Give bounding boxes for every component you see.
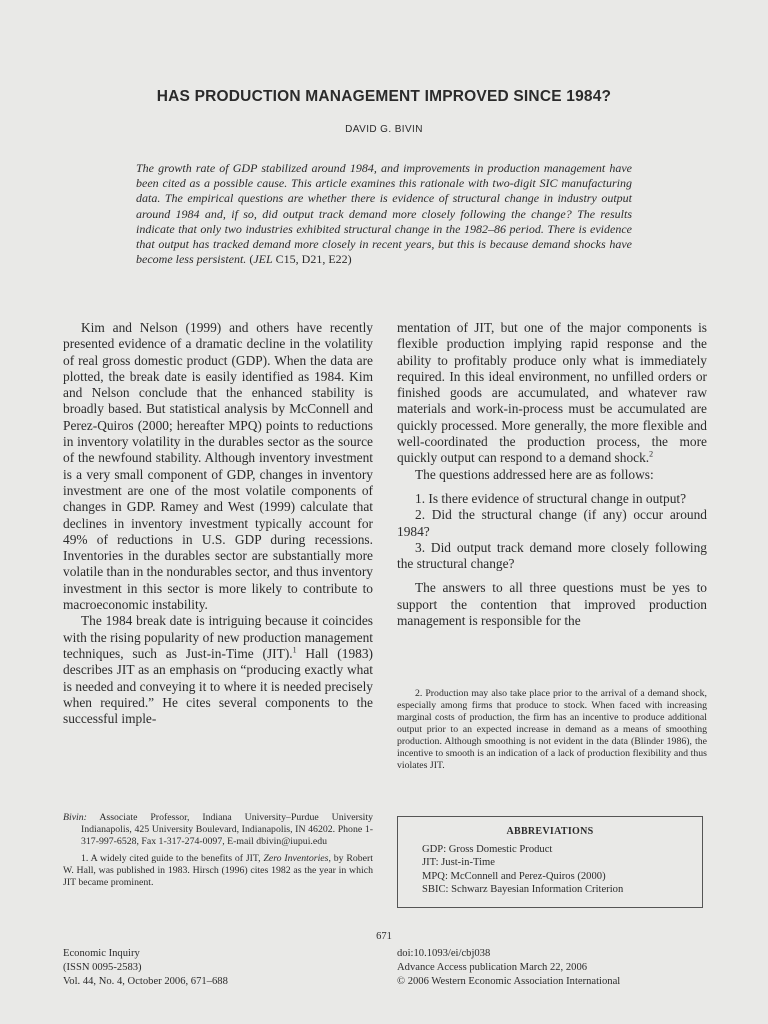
question-item: 1. Is there evidence of structural change in output? [415, 490, 687, 506]
article-title: HAS PRODUCTION MANAGEMENT IMPROVED SINCE 1984? [156, 88, 612, 105]
question-item: 3. Did output track demand more closely following the structural change? [397, 539, 707, 572]
copyright: © 2006 Western Economic Association International [397, 976, 621, 987]
abbreviations-heading: ABBREVIATIONS [506, 826, 594, 837]
abstract-text: The growth rate of GDP stabilized around 1984, and improvements in production management have been cited as a possible cause. This article examines this rationale with two-digit SIC manufacturing data. The empirical questions are whether there is evidence of structural change in industry output around 1984 and, if so, did output track demand more closely following the change? The results indicate that only two industries exhibited structural change in the 1982–86 period. There is evidence that output has tracked demand more closely in recent years, but this is because demand shocks have become less persistent. [136, 161, 632, 267]
journal-info [63, 947, 363, 989]
author-affiliation-text: Associate Professor, Indiana University–Purdue University Indianapolis, 425 University Boulevard, Indianapolis, IN 46202. Phone 1-317-997-6528, Fax 1-317-274-0097, E-mail dbivin@iupui.edu [81, 812, 373, 847]
jel-codes [249, 252, 351, 266]
paragraph [63, 613, 373, 727]
doi: doi:10.1093/ei/cbj038 [397, 948, 491, 959]
paragraph: Kim and Nelson (1999) and others have recently presented evidence of a dramatic decline in the volatility of real gross domestic product (GDP). When the data are plotted, the break date is easily identified as 1984. Kim and Nelson conclude that the enhanced stability is broadly based. But statistical analysis by McConnell and Perez-Quiros (2000; hereafter MPQ) points to reductions in inventory volatility in the durables sector as the source of the newfound stability. Although inventory investment is a very small component of GDP, changes in inventory investment are one of the most volatile components of changes in GDP. Ramey and West (1999) calculate that declines in inventory investment typically account for 49% of reductions in U.S. GDP during recessions. Inventories in the durables sector are substantially more volatile than in the nondurables sector, and thus inventory investment in this sector is more likely to contribute to macroeconomic instability. [63, 320, 373, 613]
page-number: 671 [376, 931, 392, 942]
book-title: Zero Inventories [263, 853, 329, 864]
author-footnotes [63, 812, 373, 889]
paragraph: The answers to all three questions must be yes to support the contention that improved production management is responsible for the [397, 580, 707, 629]
footnote-ref: 1 [292, 645, 297, 655]
journal-issn: (ISSN 0095-2583) [63, 962, 142, 973]
abbreviation-item: MPQ: McConnell and Perez-Quiros (2000) [422, 870, 606, 882]
jel-open-paren: ( [249, 252, 254, 267]
journal-volume: Vol. 44, No. 4, October 2006, 671–688 [63, 976, 228, 987]
abbreviation-item: JIT: Just-in-Time [422, 857, 495, 869]
abbreviation-item: SBIC: Schwarz Bayesian Information Criterion [422, 884, 624, 896]
left-column [63, 320, 373, 727]
journal-name: Economic Inquiry [63, 948, 140, 959]
footnote-2 [397, 688, 707, 772]
abstract [136, 161, 632, 267]
jel-label: JEL [253, 252, 273, 267]
footnote-text: , by Robert W. Hall, was published in 1983. Hirsch (1996) cites 1982 as the year in which JIT became prominent. [63, 853, 373, 888]
footnote-text: 1. A widely cited guide to the benefits of JIT, [81, 853, 264, 864]
publication-info [397, 947, 717, 989]
right-column [397, 320, 707, 629]
paragraph-text: Hall (1983) describes JIT as an emphasis on “producing exactly what is needed and conveying it to where it is needed precisely when required.” He cites several components to the successful imple- [63, 645, 373, 727]
footnote-text: 2. Production may also take place prior to the arrival of a demand shock, especially among firms that produce to stock. When faced with increasing marginal costs of production, the firm has an incentive to produce additional output prior to an expected increase in demand as a means of smoothing production. Although smoothing is not evident in the data (Blinder 1986), the incentive to smooth is an indication of a lack of production flexibility and thus violates JIT. [397, 688, 707, 771]
footnote-ref: 2 [649, 449, 654, 459]
jel-code-list: C15, D21, E22) [272, 252, 352, 267]
footnote-1 [63, 853, 373, 889]
author-name: DAVID G. BIVIN [345, 124, 423, 135]
paragraph: The questions addressed here are as follows: [415, 466, 654, 482]
paragraph-text: mentation of JIT, but one of the major components is flexible production implying rapid response and the ability to profitably produce only what is immediately required. In this ideal environment, no unfilled orders or finished goods are accumulated, and whatever raw materials and work-in-process must be accumulated are quickly processed. More generally, the more flexible and well-coordinated the production process, the more quickly output can respond to a demand shock. [397, 320, 707, 466]
author-affiliation-name: Bivin: [63, 812, 87, 823]
question-item: 2. Did the structural change (if any) occur around 1984? [397, 507, 707, 539]
publication-date: Advance Access publication March 22, 2006 [397, 962, 588, 973]
author-affiliation [63, 812, 373, 848]
paragraph-text: The 1984 break date is intriguing because it coincides with the rising popularity of new production management techniques, such as Just-in-Time (JIT). [63, 613, 373, 661]
paragraph [397, 320, 707, 467]
abbreviation-item: GDP: Gross Domestic Product [422, 843, 553, 855]
abbreviations-box [397, 816, 703, 908]
